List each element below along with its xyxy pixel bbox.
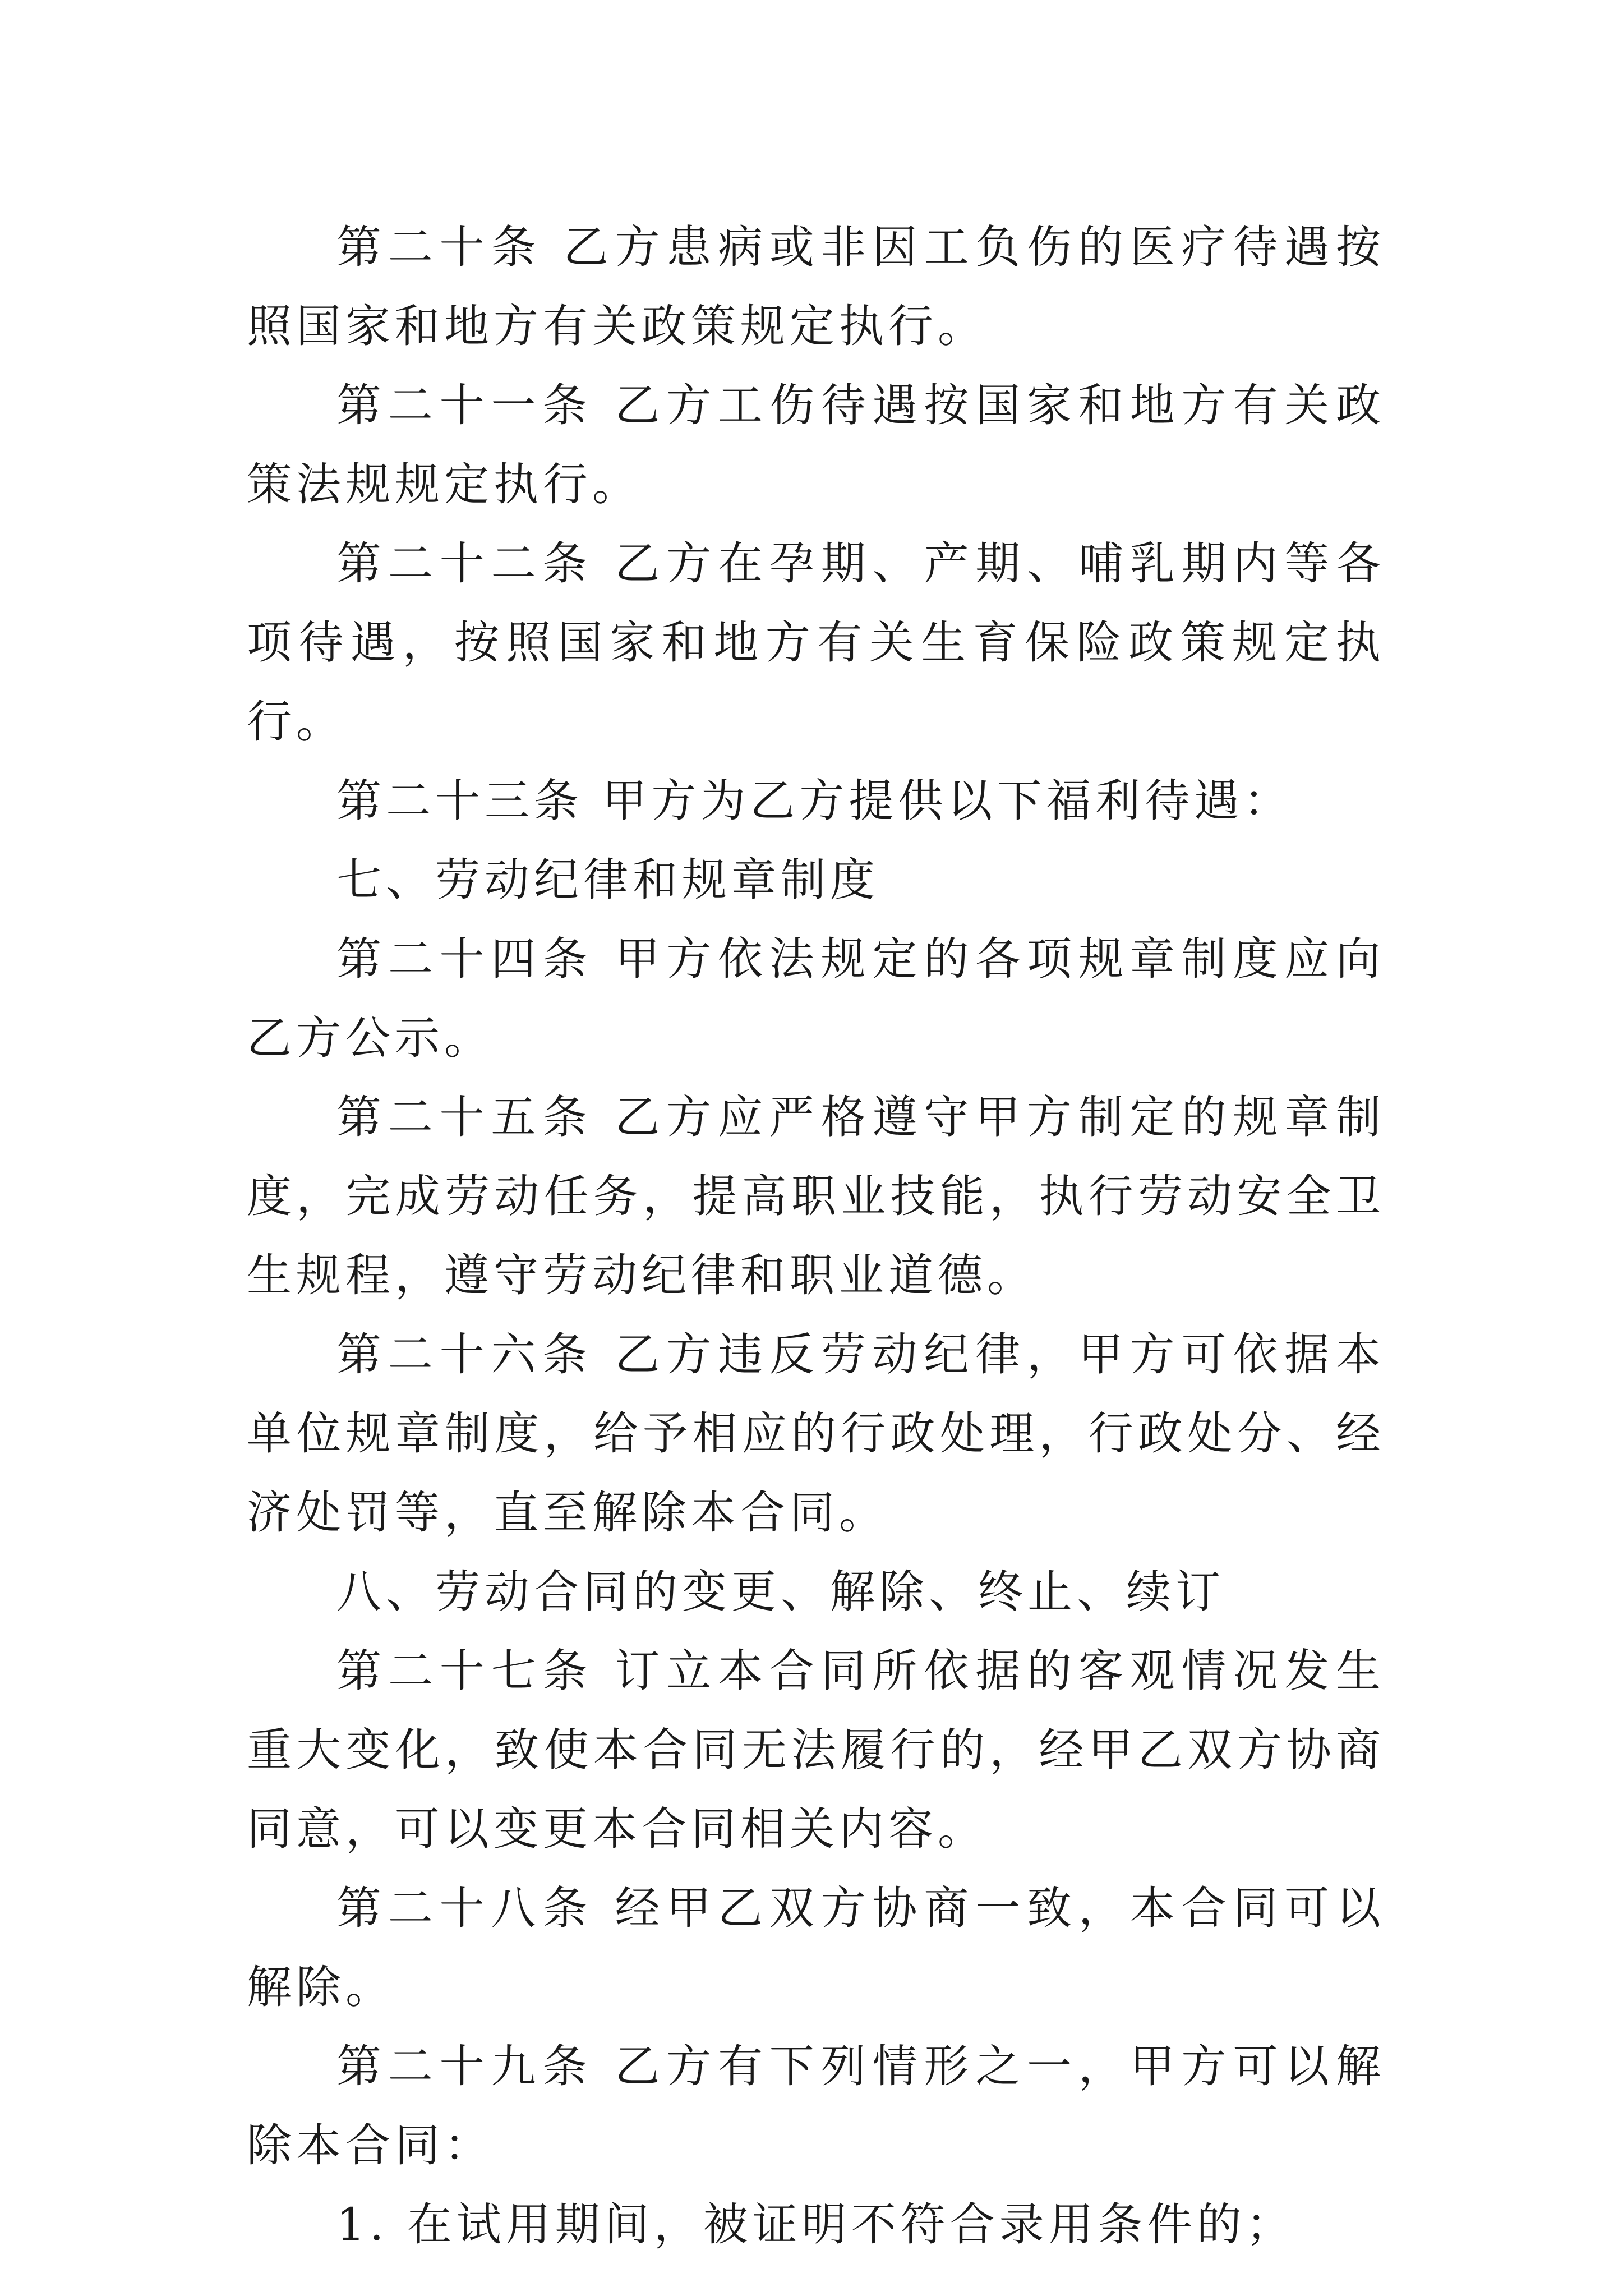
- article-22: 第二十二条 乙方在孕期、产期、哺乳期内等各项待遇，按照国家和地方有关生育保险政策规定执行。: [247, 537, 1385, 748]
- article-23: 第二十三条 甲方为乙方提供以下福利待遇：: [336, 775, 1293, 827]
- article-27: 第二十七条 订立本合同所依据的客观情况发生重大变化，致使本合同无法履行的，经甲乙双方协商同意，可以变更本合同相关内容。: [247, 1645, 1385, 1855]
- article-28: 第二十八条 经甲乙双方协商一致，本合同可以解除。: [247, 1882, 1385, 2013]
- article-20: 第二十条 乙方患病或非因工负伤的医疗待遇按照国家和地方有关政策规定执行。: [247, 221, 1385, 352]
- document-body: [247, 208, 1385, 2264]
- section-heading-7: 七、劳动纪律和规章制度: [336, 854, 879, 906]
- section-heading-8: 八、劳动合同的变更、解除、终止、续订: [336, 1566, 1225, 1618]
- article-21: 第二十一条 乙方工伤待遇按国家和地方有关政策法规规定执行。: [247, 379, 1385, 510]
- article-25: 第二十五条 乙方应严格遵守甲方制定的规章制度，完成劳动任务，提高职业技能，执行劳动安全卫生规程，遵守劳动纪律和职业道德。: [247, 1091, 1385, 1301]
- article-26: 第二十六条 乙方违反劳动纪律，甲方可依据本单位规章制度，给予相应的行政处理，行政处分、经济处罚等，直至解除本合同。: [247, 1328, 1385, 1539]
- article-24: 第二十四条 甲方依法规定的各项规章制度应向乙方公示。: [247, 933, 1385, 1064]
- article-29: 第二十九条 乙方有下列情形之一，甲方可以解除本合同：: [247, 2040, 1385, 2171]
- list-item-1: 1. 在试用期间，被证明不符合录用条件的；: [336, 2198, 1295, 2251]
